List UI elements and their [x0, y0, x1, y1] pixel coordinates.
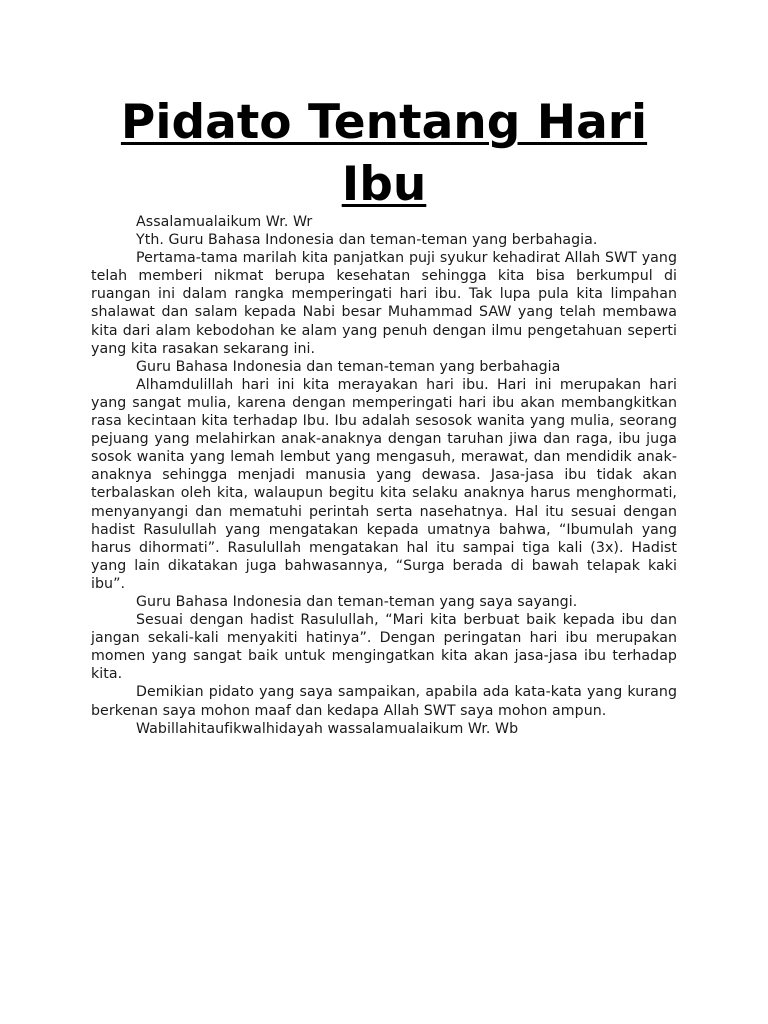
paragraph-address: Guru Bahasa Indonesia dan teman-teman yang berbahagia [136, 358, 561, 375]
paragraph-opening: Pertama-tama marilah kita panjatkan puji syukur kehadirat Allah SWT yang telah memberi nikmat berupa kesehatan sehingga kita bisa berkumpul di ruangan ini dalam rangka memperingati hari ibu. Tak lupa pula kita limpahan shalawat dan salam kepada Nabi besar Muhammad SAW yang telah membawa kita dari alam kebodohan ke alam yang penuh dengan ilmu pengetahuan seperti yang kita rasakan sekarang ini. [91, 250, 677, 357]
paragraph-address-2: Guru Bahasa Indonesia dan teman-teman yang saya sayangi. [136, 593, 578, 610]
page-title: Pidato Tentang Hari Ibu [120, 95, 648, 212]
paragraph-salutation: Yth. Guru Bahasa Indonesia dan teman-teman yang berbahagia. [136, 232, 598, 249]
paragraph-content: Alhamdulillah hari ini kita merayakan hari ibu. Hari ini merupakan hari yang sangat mulia, karena dengan memperingati hari ibu akan membangkitkan rasa kecintaan kita terhadap Ibu. Ibu adalah sesosok wanita yang mulia, seorang pejuang yang melahirkan anak-anaknya dengan taruhan jiwa dan raga, ibu juga sosok wanita yang lemah lembut yang mengasuh, merawat, dan mendidik anak-anaknya sehingga menjadi manusia yang dewasa. Jasa-jasa ibu tidak akan terbalaskan oleh kita, walaupun begitu kita selaku anaknya harus menghormati, menyanyangi dan mematuhi perintah serta nasehatnya. Hal itu sesuai dengan hadist Rasulullah yang mengatakan kepada umatnya bahwa, “Ibumulah yang harus dihormati”. Rasulullah mengatakan hal itu sampai tiga kali (3x). Hadist yang lain dikatakan juga bahwasannya, “Surga berada di bawah telapak kaki ibu”. [91, 376, 677, 592]
speech-body [91, 213, 677, 738]
paragraph-closing: Demikian pidato yang saya sampaikan, apabila ada kata-kata yang kurang berkenan saya mohon maaf dan kedapa Allah SWT saya mohon ampun. [91, 684, 677, 719]
paragraph-hadith: Sesuai dengan hadist Rasulullah, “Mari kita berbuat baik kepada ibu dan jangan sekali-kali menyakiti hatinya”. Dengan peringatan hari ibu merupakan momen yang sangat baik untuk mengingatkan kita akan jasa-jasa ibu terhadap kita. [91, 612, 677, 683]
paragraph-farewell: Wabillahitaufikwalhidayah wassalamualaikum Wr. Wb [136, 720, 519, 737]
paragraph-greeting: Assalamualaikum Wr. Wr [136, 214, 313, 230]
